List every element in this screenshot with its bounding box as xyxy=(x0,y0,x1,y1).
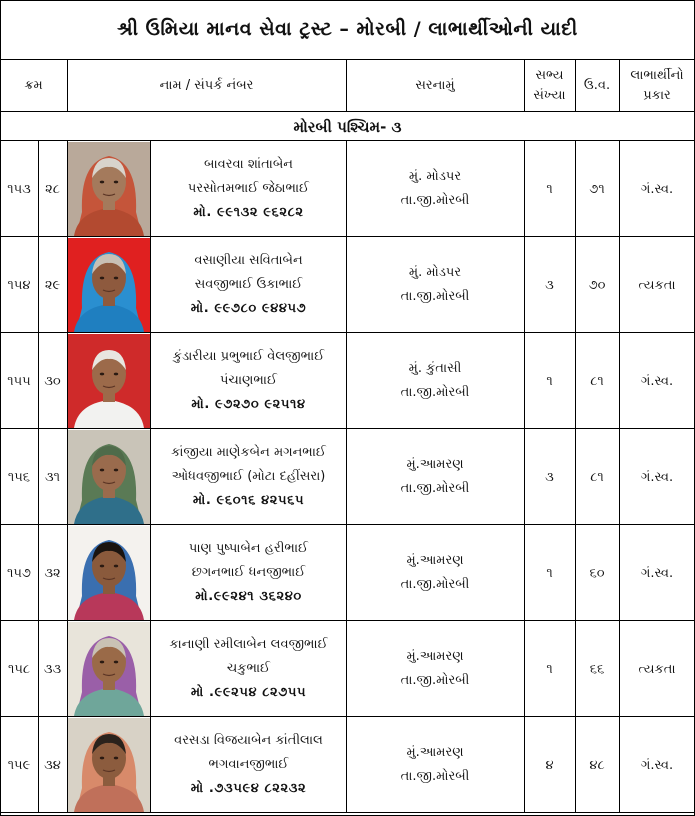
age-value: ૭૦ xyxy=(588,277,606,293)
village-name: મું. મોડપર xyxy=(408,169,462,184)
name-line-2: સવજીભાઈ ઉકાભાઈ xyxy=(194,277,303,292)
beneficiary-type: ગં.સ્વ. xyxy=(640,565,674,581)
grid-line-vertical xyxy=(619,59,620,111)
age-value: ૬૦ xyxy=(589,565,605,581)
grid-line-vertical xyxy=(38,140,39,812)
header-address: સરનામું xyxy=(415,77,455,93)
address-block xyxy=(346,525,524,621)
beneficiary-type: ગં.સ્વ. xyxy=(640,469,674,485)
serial-number: ૧૫૯ xyxy=(7,757,31,773)
member-count: ૩ xyxy=(545,277,554,293)
grid-line-horizontal xyxy=(0,428,695,429)
taluka-district: તા.જી.મોરબી xyxy=(400,481,470,496)
header-members xyxy=(524,60,575,111)
beneficiary-name-block xyxy=(151,717,346,813)
phone-number: મો .૭૩૫૯૪ ૮૨૨૩૨ xyxy=(190,781,307,796)
serial-number: ૧૫૪ xyxy=(7,277,31,293)
taluka-district: તા.જી.મોરબી xyxy=(400,289,470,304)
taluka-district: તા.જી.મોરબી xyxy=(400,577,470,592)
name-line-1: બાવરવા શાંતાબેન xyxy=(204,157,293,172)
beneficiary-photo xyxy=(68,622,150,716)
header-type xyxy=(619,60,695,111)
beneficiary-type: ગં.સ્વ. xyxy=(640,757,674,773)
beneficiary-photo xyxy=(68,430,150,524)
name-line-2: ઓધવજીભાઈ (મોટા દહીંસરા) xyxy=(171,469,326,484)
serial-number: ૧૫૩ xyxy=(7,181,31,197)
name-line-2: છગનભાઈ ધનજીભાઈ xyxy=(191,565,306,580)
header-members-line2: સંખ્યા xyxy=(533,87,566,103)
taluka-district: તા.જી.મોરબી xyxy=(400,673,470,688)
grid-line-horizontal xyxy=(0,236,695,237)
age-value: ૭૧ xyxy=(589,181,605,197)
sub-number: ૨૯ xyxy=(44,277,61,293)
beneficiary-photo xyxy=(68,526,150,620)
beneficiary-name-block xyxy=(151,429,346,525)
header-type-line1: લાભાર્થીનો xyxy=(630,67,684,83)
grid-line-horizontal xyxy=(0,0,695,1)
grid-line-vertical xyxy=(346,140,347,812)
grid-line-vertical xyxy=(575,140,576,812)
village-name: મું.આમરણ xyxy=(406,457,464,472)
serial-number: ૧૫૮ xyxy=(7,661,31,677)
name-line-1: વરસડા વિજયાબેન કાંતીલાલ xyxy=(174,733,323,748)
beneficiary-type: ગં.સ્વ. xyxy=(640,373,674,389)
age-value: ૬૬ xyxy=(589,661,605,677)
name-line-1: પાણ પુષ્પાબેન હરીભાઈ xyxy=(188,541,309,556)
grid-line-horizontal xyxy=(0,812,695,813)
name-line-1: કાંજીયા માણેકબેન મગનભાઈ xyxy=(171,445,326,460)
beneficiary-name-block xyxy=(151,141,346,237)
beneficiary-type: ત્યકતા xyxy=(638,661,676,677)
name-line-1: કુંડારીયા પ્રભુભાઈ વેલજીભાઈ xyxy=(172,349,325,364)
village-name: મું.આમરણ xyxy=(406,553,464,568)
taluka-district: તા.જી.મોરબી xyxy=(400,193,470,208)
name-line-2: ભગવાનજીભાઈ xyxy=(208,757,289,772)
grid-line-vertical xyxy=(150,140,151,812)
name-line-1: વસાણીયા સવિતાબેન xyxy=(194,253,303,268)
grid-line-horizontal xyxy=(0,524,695,525)
phone-number: મો. ૯૯૭૮૦ ૯૪૪૫૭ xyxy=(190,301,307,316)
header-age: ઉ.વ. xyxy=(583,77,611,93)
sub-number: ૩૨ xyxy=(44,565,61,581)
age-value: ૮૧ xyxy=(590,373,604,389)
serial-number: ૧૫૭ xyxy=(7,565,31,581)
phone-number: મો. ૯૬૦૧૬ ૪૨૫૬૫ xyxy=(192,493,305,508)
phone-number: મો. ૯૯૧૩૨ ૯૬૨૮૨ xyxy=(193,205,304,220)
name-line-2: પરસોતમભાઈ જેઠાભાઈ xyxy=(187,181,310,196)
grid-line-horizontal xyxy=(0,716,695,717)
grid-line-horizontal xyxy=(0,140,695,141)
village-name: મું.આમરણ xyxy=(406,745,464,760)
name-line-2: ચકુભાઈ xyxy=(226,661,271,676)
address-block xyxy=(346,141,524,237)
grid-line-vertical xyxy=(346,59,347,111)
address-block xyxy=(346,333,524,429)
sub-number: ૨૮ xyxy=(45,181,60,197)
serial-number: ૧૫૬ xyxy=(7,469,31,485)
member-count: ૧ xyxy=(546,373,553,389)
member-count: ૪ xyxy=(545,757,554,773)
phone-number: મો.૯૯૨૪૧ ૩૬૨૪૦ xyxy=(195,589,302,604)
grid-line-horizontal xyxy=(0,111,695,112)
member-count: ૧ xyxy=(546,181,553,197)
name-line-2: પંચાણભાઈ xyxy=(220,373,277,388)
phone-number: મો .૯૯૨૫૪ ૮૨૭૫૫ xyxy=(190,685,307,700)
header-name: નામ / સંપર્ક નંબર xyxy=(159,77,254,93)
member-count: ૩ xyxy=(545,469,554,485)
beneficiary-name-block xyxy=(151,525,346,621)
beneficiary-type: ત્યકતા xyxy=(638,277,676,293)
grid-line-horizontal xyxy=(0,59,695,60)
sub-number: ૩૧ xyxy=(44,469,61,485)
phone-number: મો. ૯૭૨૭૦ ૯૨૫૧૪ xyxy=(191,397,306,412)
beneficiary-photo xyxy=(68,142,150,236)
taluka-district: તા.જી.મોરબી xyxy=(400,769,470,784)
age-value: ૮૧ xyxy=(590,469,604,485)
header-members-line1: સભ્ય xyxy=(535,67,564,83)
sub-number: ૩૦ xyxy=(44,373,61,389)
address-block xyxy=(346,621,524,717)
name-line-1: કાનાણી રમીલાબેન લવજીભાઈ xyxy=(169,637,328,652)
grid-line-vertical xyxy=(67,59,68,111)
member-count: ૧ xyxy=(546,565,553,581)
grid-line-horizontal xyxy=(0,332,695,333)
sub-number: ૩૩ xyxy=(43,661,62,677)
header-type-line2: પ્રકાર xyxy=(643,87,671,103)
beneficiary-photo xyxy=(68,334,150,428)
grid-line-vertical xyxy=(619,140,620,812)
grid-line-horizontal xyxy=(0,620,695,621)
village-name: મું.આમરણ xyxy=(406,649,464,664)
village-name: મું. મોડપર xyxy=(408,265,462,280)
beneficiary-name-block xyxy=(151,333,346,429)
beneficiary-name-block xyxy=(151,621,346,717)
header-serial: ક્રમ xyxy=(24,77,43,93)
beneficiary-photo xyxy=(68,238,150,332)
age-value: ૪૮ xyxy=(589,757,605,773)
beneficiary-photo xyxy=(68,718,150,812)
serial-number: ૧૫૫ xyxy=(7,373,31,389)
member-count: ૧ xyxy=(546,661,553,677)
beneficiary-name-block xyxy=(151,237,346,333)
address-block xyxy=(346,717,524,813)
taluka-district: તા.જી.મોરબી xyxy=(400,385,470,400)
section-title: મોરબી પશ્ચિમ- ૩ xyxy=(293,118,402,136)
document-title: શ્રી ઉમિયા માનવ સેવા ટ્રસ્ટ – મોરબી / લાભાર્થીઓની યાદી xyxy=(117,18,578,40)
village-name: મું. કુંતાસી xyxy=(408,361,462,376)
grid-line-vertical xyxy=(67,140,68,812)
grid-line-vertical xyxy=(0,0,1,816)
sub-number: ૩૪ xyxy=(44,757,61,773)
beneficiary-type: ગં.સ્વ. xyxy=(640,181,674,197)
grid-line-vertical xyxy=(575,59,576,111)
address-block xyxy=(346,429,524,525)
grid-line-vertical xyxy=(524,59,525,111)
grid-line-vertical xyxy=(524,140,525,812)
address-block xyxy=(346,237,524,333)
